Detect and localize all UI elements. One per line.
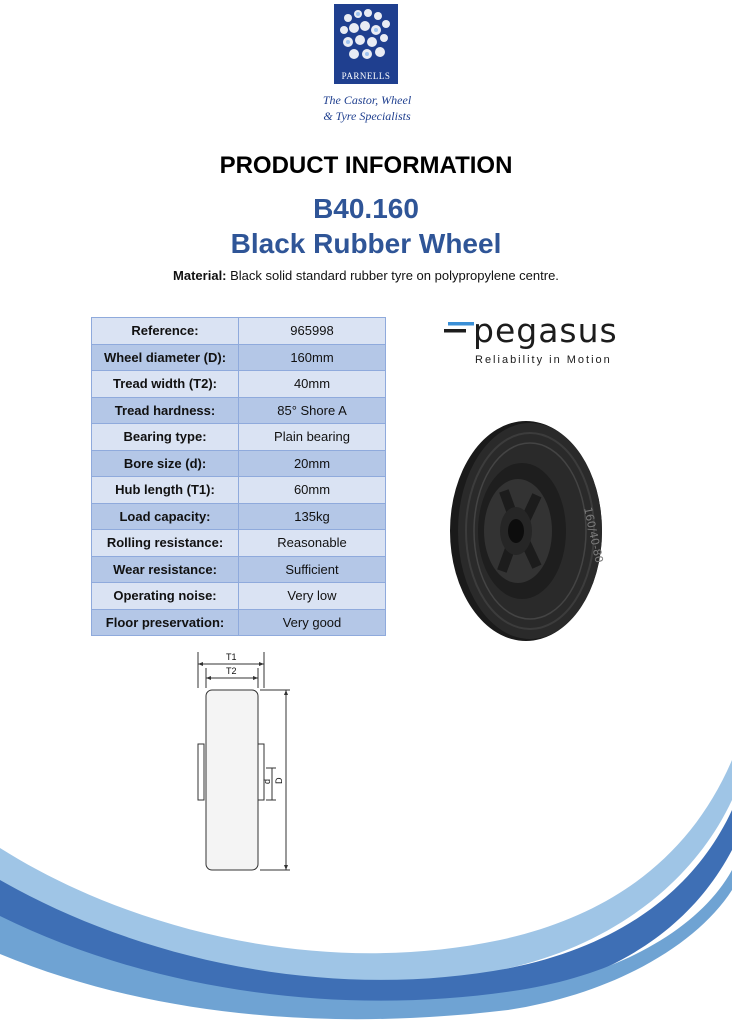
material-text: Black solid standard rubber tyre on polypropylene centre. [226, 268, 559, 283]
spec-label: Reference: [92, 318, 239, 345]
material-label: Material: [173, 268, 227, 283]
spec-label: Rolling resistance: [92, 530, 239, 557]
label-bore-d: d [262, 778, 272, 784]
spec-value: 965998 [239, 318, 386, 345]
logo-wordmark: PARNELLS [341, 71, 391, 81]
table-row [92, 450, 386, 477]
spec-value: Reasonable [239, 530, 386, 557]
wheel-photo [446, 418, 606, 644]
spec-label: Bore size (d): [92, 450, 239, 477]
table-row [92, 344, 386, 371]
label-t1: T1 [226, 652, 237, 662]
spec-value: 60mm [239, 477, 386, 504]
table-row [92, 424, 386, 451]
decorative-wave [0, 740, 732, 1024]
brand-name: pegasus [473, 312, 618, 350]
spec-label: Hub length (T1): [92, 477, 239, 504]
spec-label: Wear resistance: [92, 556, 239, 583]
table-row [92, 371, 386, 398]
spec-label: Floor preservation: [92, 609, 239, 636]
table-row [92, 318, 386, 345]
spec-label: Tread width (T2): [92, 371, 239, 398]
spec-value: 20mm [239, 450, 386, 477]
table-row [92, 503, 386, 530]
page-heading: PRODUCT INFORMATION [219, 152, 513, 179]
spec-table [91, 317, 386, 636]
spec-value: 85° Shore A [239, 397, 386, 424]
spec-label: Wheel diameter (D): [92, 344, 239, 371]
parnells-logo [334, 4, 398, 84]
spec-value: 40mm [239, 371, 386, 398]
material-line [0, 268, 732, 283]
product-code: B40.160 [313, 193, 419, 224]
wheel-side-text: 160/40-80 [581, 505, 606, 565]
spec-value: Very good [239, 609, 386, 636]
spec-value: 160mm [239, 344, 386, 371]
spec-label: Load capacity: [92, 503, 239, 530]
table-row [92, 530, 386, 557]
table-row [92, 397, 386, 424]
pegasus-logo [440, 312, 630, 370]
speed-lines-icon [444, 322, 474, 333]
spec-value: Very low [239, 583, 386, 610]
table-row [92, 583, 386, 610]
table-row [92, 556, 386, 583]
table-row [92, 609, 386, 636]
circles-emblem-icon [334, 4, 398, 70]
spec-value: Plain bearing [239, 424, 386, 451]
label-t2: T2 [226, 666, 237, 676]
spec-label: Bearing type: [92, 424, 239, 451]
spec-value: Sufficient [239, 556, 386, 583]
label-diameter-D: D [274, 777, 284, 784]
logo-tagline-line1: The Castor, Wheel [322, 93, 412, 107]
logo-tagline-line2: & Tyre Specialists [323, 109, 411, 123]
table-row [92, 477, 386, 504]
spec-label: Operating noise: [92, 583, 239, 610]
spec-label: Tread hardness: [92, 397, 239, 424]
spec-value: 135kg [239, 503, 386, 530]
brand-slogan: Reliability in Motion [475, 354, 612, 366]
product-name: Black Rubber Wheel [230, 228, 502, 259]
